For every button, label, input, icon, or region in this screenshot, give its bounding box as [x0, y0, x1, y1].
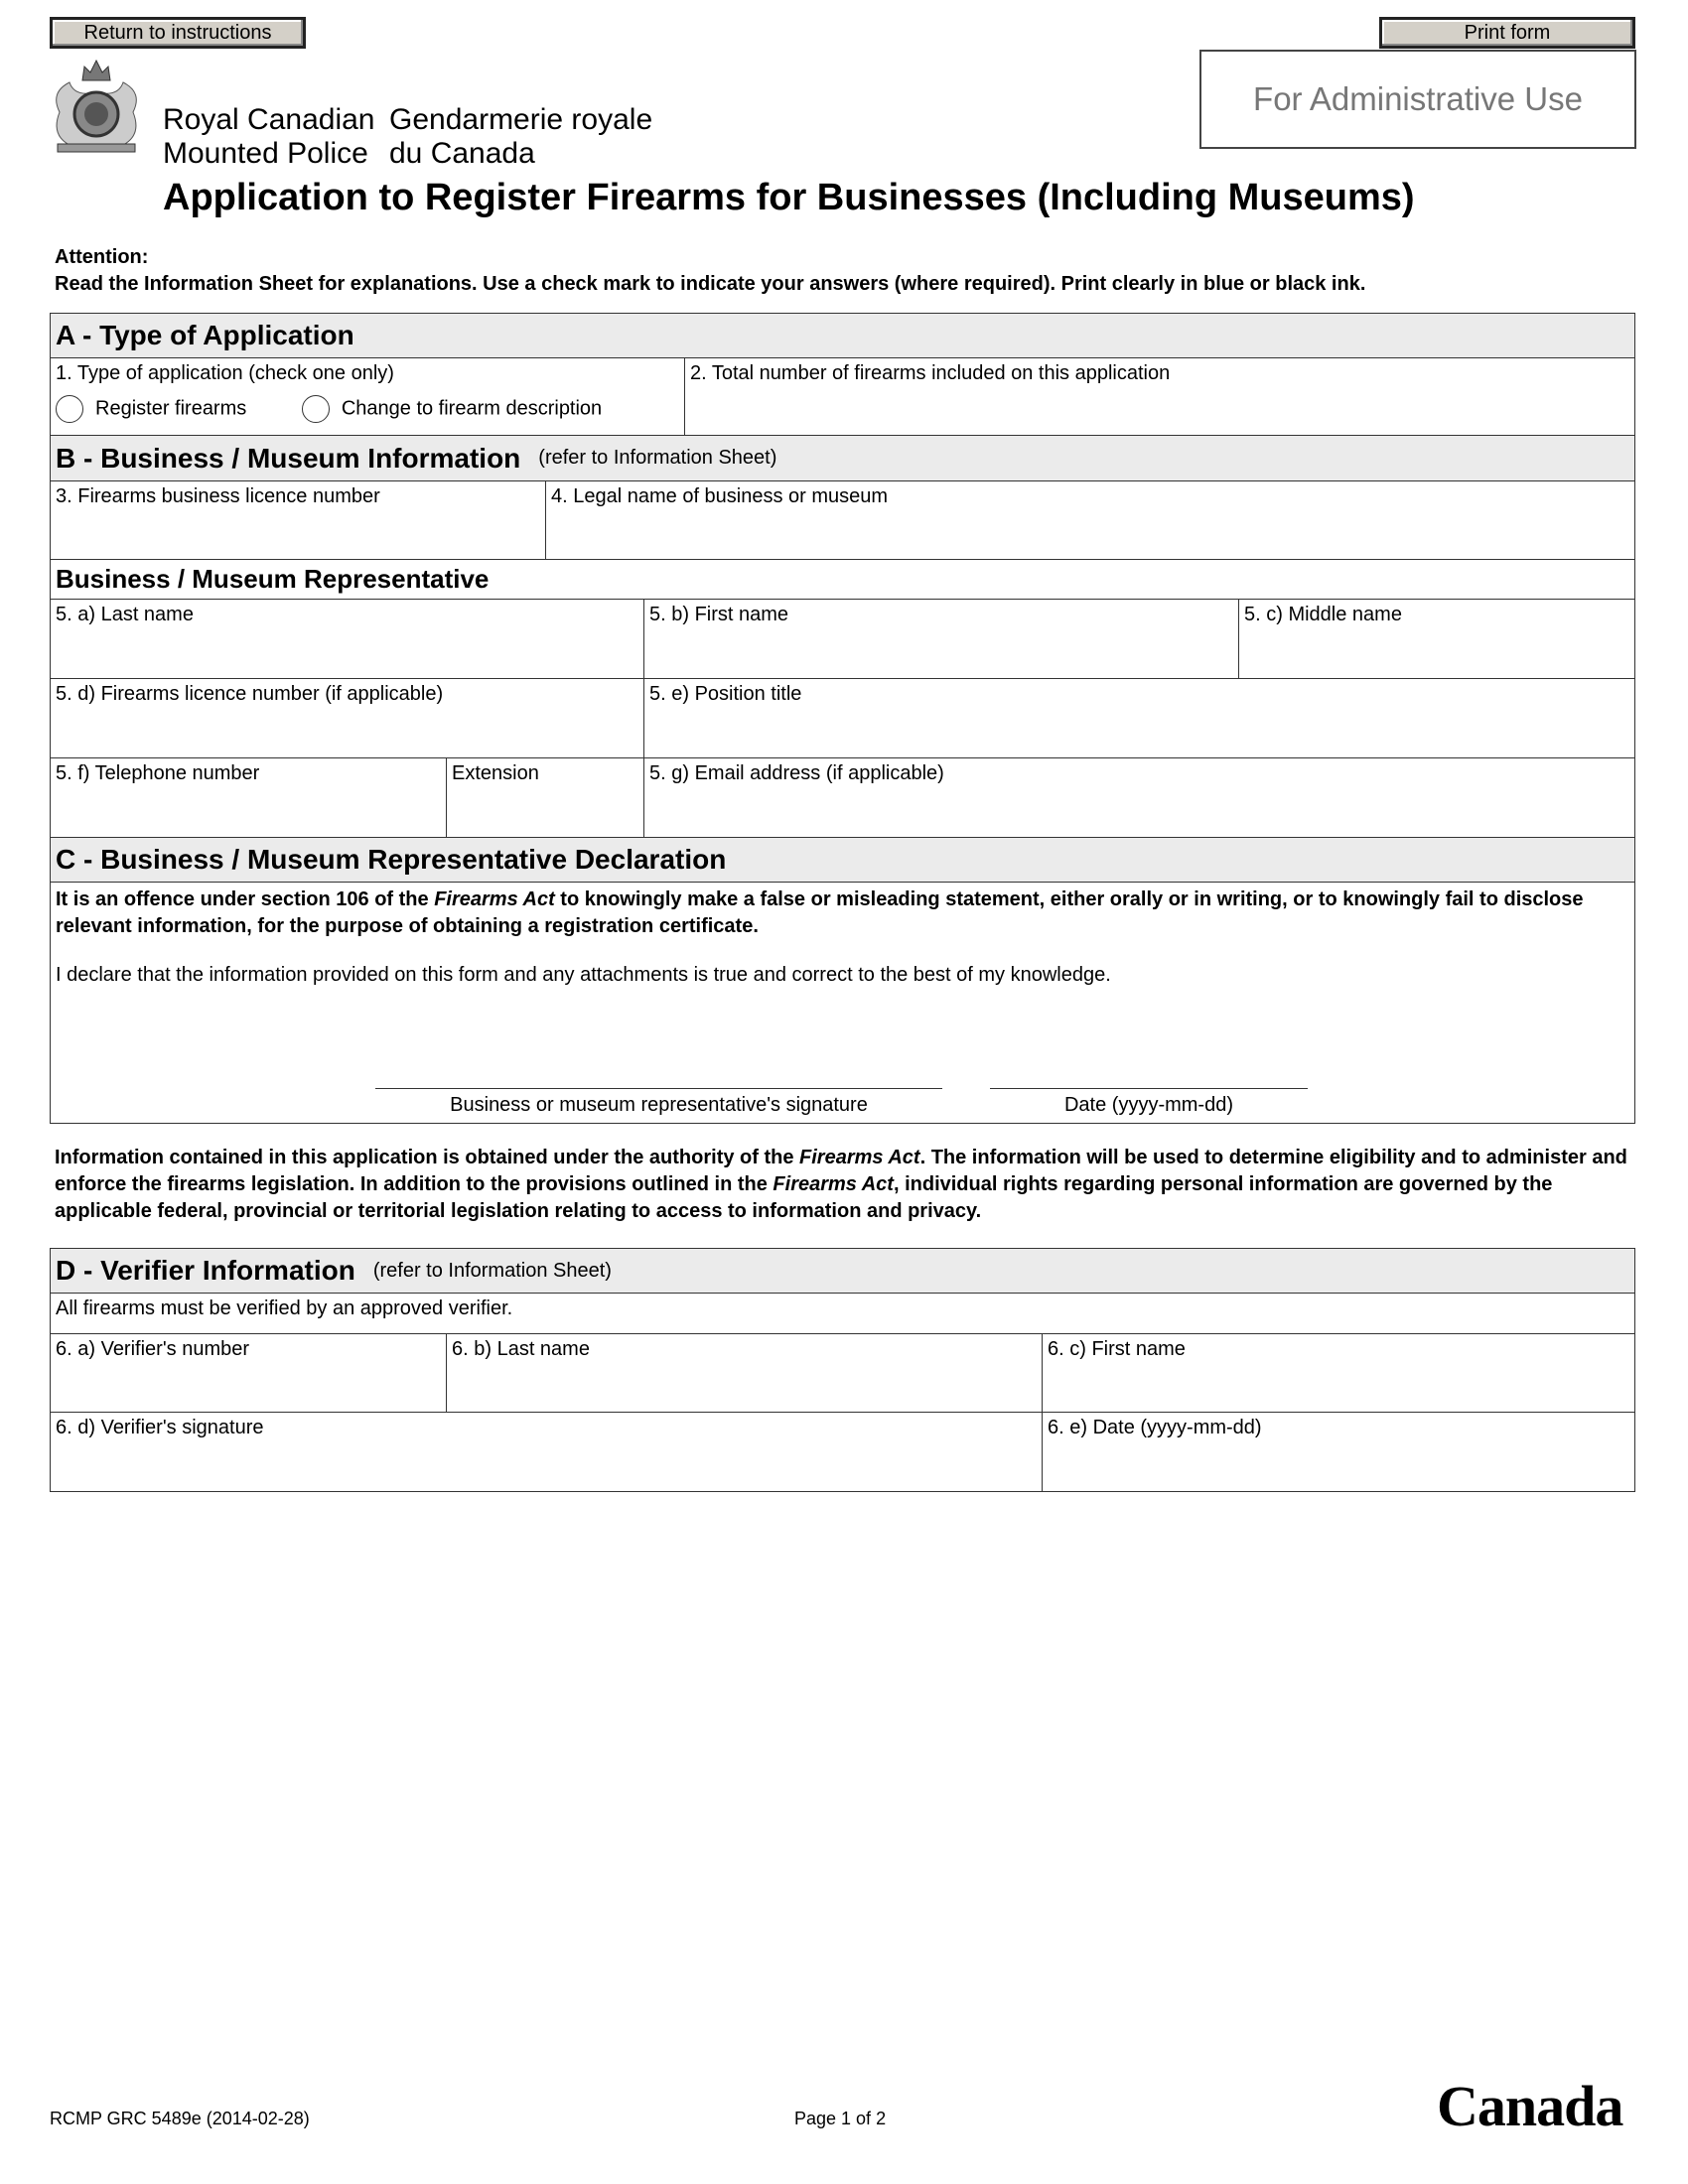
field-last-name[interactable]: 5. a) Last name: [50, 599, 644, 679]
representative-subheader: Business / Museum Representative: [50, 559, 1635, 600]
field-email[interactable]: 5. g) Email address (if applicable): [643, 757, 1635, 838]
field-legal-name[interactable]: 4. Legal name of business or museum: [545, 480, 1635, 560]
change-description-radio[interactable]: [302, 395, 330, 423]
attention: Attention: Read the Information Sheet for explanations. Use a check mark to indicate your answers (where required). Print clearly in blue or black ink.: [55, 246, 1366, 295]
field-telephone[interactable]: 5. f) Telephone number: [50, 757, 447, 838]
signature-label: Business or museum representative's signature: [450, 1094, 868, 1116]
field-verifier-number[interactable]: 6. a) Verifier's number: [50, 1333, 447, 1413]
register-firearms-radio[interactable]: [56, 395, 83, 423]
org-name-en: Royal Canadian Mounted Police: [163, 103, 375, 170]
admin-use-box: For Administrative Use: [1199, 50, 1636, 149]
field-total-firearms[interactable]: 2. Total number of firearms included on this application: [684, 357, 1635, 436]
date-label: Date (yyyy-mm-dd): [1063, 1094, 1233, 1116]
return-to-instructions-button[interactable]: Return to instructions: [50, 17, 306, 49]
field-position-title[interactable]: 5. e) Position title: [643, 678, 1635, 758]
field-extension[interactable]: Extension: [446, 757, 644, 838]
field-business-licence[interactable]: 3. Firearms business licence number: [50, 480, 546, 560]
section-a-header: A - Type of Application: [50, 313, 1635, 358]
field-verifier-first-name[interactable]: 6. c) First name: [1042, 1333, 1635, 1413]
field-first-name[interactable]: 5. b) First name: [643, 599, 1239, 679]
field-firearms-licence[interactable]: 5. d) Firearms licence number (if applicable): [50, 678, 644, 758]
verifier-note: All firearms must be verified by an approved verifier.: [50, 1293, 1635, 1334]
section-d-header: D - Verifier Information (refer to Information Sheet): [50, 1248, 1635, 1294]
date-line[interactable]: [990, 1088, 1308, 1089]
page-number: Page 1 of 2: [794, 2109, 887, 2128]
field-verifier-last-name[interactable]: 6. b) Last name: [446, 1333, 1043, 1413]
section-c-header: C - Business / Museum Representative Declaration: [50, 837, 1635, 883]
field-middle-name[interactable]: 5. c) Middle name: [1238, 599, 1635, 679]
canada-wordmark: Canada: [1437, 2074, 1623, 2138]
field-application-type: 1. Type of application (check one only) Register firearms Change to firearm description: [50, 357, 685, 436]
field-verifier-signature[interactable]: 6. d) Verifier's signature: [50, 1412, 1043, 1492]
offence-warning: It is an offence under section 106 of the Firearms Act to knowingly make a false or misleading statement, either orally or in writing, or to knowingly fail to disclose relevant information, for the purpose of obtaining a registration certificate.: [56, 888, 1584, 937]
print-form-button[interactable]: Print form: [1379, 17, 1635, 49]
page-title: Application to Register Firearms for Businesses (Including Museums): [163, 177, 1415, 218]
section-b-header: B - Business / Museum Information (refer to Information Sheet): [50, 435, 1635, 481]
org-name-fr: Gendarmerie royale du Canada: [389, 103, 653, 170]
privacy-notice: Information contained in this application is obtained under the authority of the Firearms Act. The information will be used to determine eligibility and to administer and enforce the firearms legislation. In addition to the provisions outlined in the Firearms Act, individual rights regarding personal information are governed by the applicable federal, provincial or territorial legislation relating to access to information and privacy.: [55, 1147, 1627, 1222]
form-number: RCMP GRC 5489e (2014-02-28): [50, 2109, 310, 2128]
rcmp-crest-logo: [50, 53, 143, 156]
field-verifier-date[interactable]: 6. e) Date (yyyy-mm-dd): [1042, 1412, 1635, 1492]
declaration-text: I declare that the information provided on this form and any attachments is true and correct to the best of my knowledge.: [56, 964, 1111, 986]
signature-line[interactable]: [375, 1088, 942, 1089]
